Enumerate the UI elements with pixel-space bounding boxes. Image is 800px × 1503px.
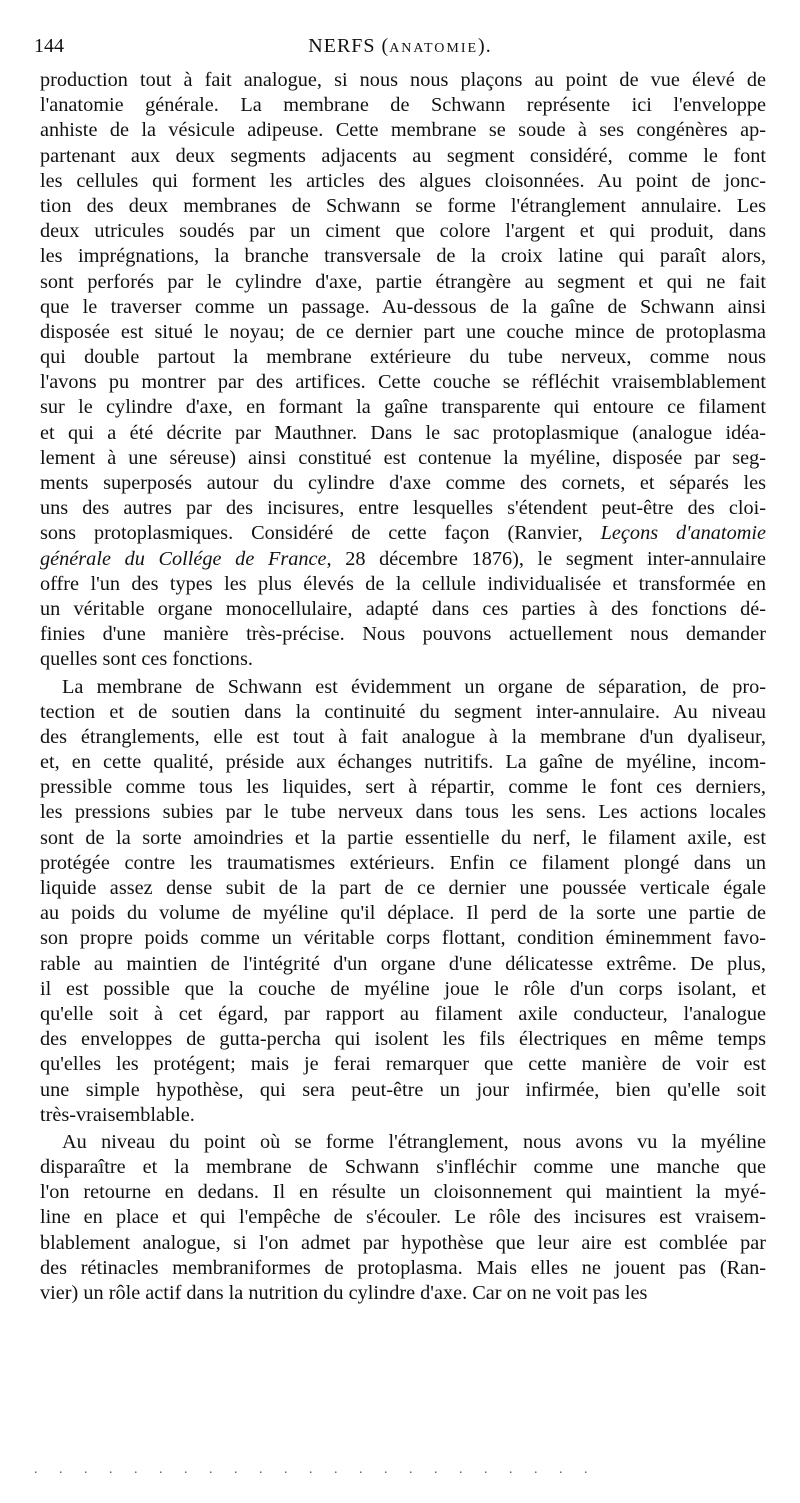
text-line: qui double partout la membrane extérieure du tube nerveux, comme nous	[40, 346, 766, 369]
text-line: deux utricules soudés par un ciment que colore l'argent et qui produit, dans	[40, 220, 766, 243]
text-line: l'anatomie générale. La membrane de Schwann représente ici l'enveloppe	[40, 94, 766, 117]
text-line: une simple hypothèse, qui sera peut-être un jour infirmée, bien qu'elle soit	[40, 1078, 766, 1101]
text-line: et qui a été décrite par Mauthner. Dans le sac protoplasmique (analogue idéa-	[40, 421, 766, 444]
text-line: l'avons pu montrer par des artifices. Cette couche se réfléchit vraisemblablement	[40, 371, 766, 394]
text-line: ments superposés autour du cylindre d'axe comme des cornets, et séparés les	[40, 472, 766, 494]
text-line: sons protoplasmiques. Considéré de cette façon (Ranvier, Leçons d'anatomie	[40, 522, 766, 545]
text-line: finies d'une manière très-précise. Nous pouvons actuellement nous demander	[40, 623, 766, 646]
text-line: sont de la sorte amoindries et la partie essentielle du nerf, le filament axile, est	[40, 826, 766, 849]
text-line: uns des autres par des incisures, entre lesquelles s'étendent peut-être des cloi-	[40, 497, 766, 520]
text-line: Au niveau du point où se forme l'étranglement, nous avons vu la myéline	[62, 1130, 766, 1153]
text-line: son propre poids comme un véritable corps flottant, condition éminemment favo-	[40, 927, 766, 950]
text-line: pressible comme tous les liquides, sert à répartir, comme le font ces derniers,	[40, 776, 766, 799]
text-line: production tout à fait analogue, si nous nous plaçons au point de vue élevé de	[40, 69, 766, 91]
text-line: très-vraisemblable.	[40, 1103, 195, 1126]
text-line: disposée est situé le noyau; de ce dernier part une couche mince de protoplasma	[40, 320, 766, 343]
running-head-smallcaps: ANATOMIE	[389, 41, 479, 56]
running-head-main: NERFS (	[308, 35, 390, 57]
text-line: rable au maintien de l'intégrité d'un organe d'une délicatesse extrême. De plus,	[40, 952, 766, 975]
text-line: line en place et qui l'empêche de s'écouler. Le rôle des incisures est vraisem-	[40, 1206, 766, 1229]
footer-dots: . . . . . . . . . . . . . . . . . . . . . . .	[34, 1462, 597, 1477]
text-line: que le traverser comme un passage. Au-dessous de la gaîne de Schwann ainsi	[40, 295, 766, 318]
text-line: sur le cylindre d'axe, en formant la gaîne transparente qui entoure ce filament	[40, 396, 766, 419]
text-line: protégée contre les traumatismes extérieurs. Enfin ce filament plongé dans un	[40, 851, 766, 874]
text-line: liquide assez dense subit de la part de ce dernier une poussée verticale égale	[40, 877, 766, 899]
text-line: des enveloppes de gutta-percha qui isolent les fils électriques en même temps	[40, 1028, 766, 1051]
paragraph	[40, 68, 766, 673]
text-line: tion des deux membranes de Schwann se forme l'étranglement annulaire. Les	[40, 194, 766, 217]
text-line: qu'elle soit à cet égard, par rapport au filament axile conducteur, l'analogue	[40, 1002, 766, 1025]
text-line: et, en cette qualité, préside aux échanges nutritifs. La gaîne de myéline, incom-	[40, 751, 766, 774]
text-line: un véritable organe monocellulaire, adapté dans ces parties à des fonctions dé-	[40, 597, 766, 620]
text-line: l'on retourne en dedans. Il en résulte un cloisonnement qui maintient la myé-	[40, 1181, 766, 1204]
text-line: tection et de soutien dans la continuité du segment inter-annulaire. Au niveau	[40, 700, 766, 723]
paragraph	[40, 675, 766, 1128]
text-line: quelles sont ces fonctions.	[40, 648, 253, 671]
text-line: au poids du volume de myéline qu'il déplace. Il perd de la sorte une partie de	[40, 902, 766, 925]
paragraph	[40, 1130, 766, 1306]
text-line: qu'elles les protégent; mais je ferai remarquer que cette manière de voir est	[40, 1053, 766, 1076]
text-line: des étranglements, elle est tout à fait analogue à la membrane d'un dyaliseur,	[40, 725, 766, 748]
running-head	[34, 34, 766, 61]
text-line: partenant aux deux segments adjacents au segment considéré, comme le font	[40, 144, 766, 167]
text-line: vier) un rôle actif dans la nutrition du cylindre d'axe. Car on ne voit pas les	[40, 1282, 648, 1304]
text-line: les pressions subies par le tube nerveux dans tous les sens. Les actions locales	[40, 801, 766, 824]
text-line: les imprégnations, la branche transversale de la croix latine qui paraît alors,	[40, 245, 766, 268]
text-line: lement à une séreuse) ainsi constitué est contenue la myéline, disposée par seg-	[40, 446, 766, 469]
text-line: offre l'un des types les plus élevés de la cellule individualisée et transformée en	[40, 572, 766, 595]
text-line: sont perforés par le cylindre d'axe, partie étrangère au segment et qui ne fait	[40, 270, 766, 293]
text-line: anhiste de la vésicule adipeuse. Cette membrane se soude à ses congénères ap-	[40, 119, 766, 142]
page-header	[34, 34, 766, 58]
text-line: générale du Collége de France, 28 décembre 1876), le segment inter-annulaire	[40, 547, 766, 570]
text-line: disparaître et la membrane de Schwann s'infléchir comme une manche que	[40, 1156, 766, 1179]
page-number: 144	[34, 35, 64, 57]
text-line: La membrane de Schwann est évidemment un organe de séparation, de pro-	[62, 675, 766, 698]
body-text	[40, 68, 766, 1308]
text-line: blablement analogue, si l'on admet par hypothèse que leur aire est comblée par	[40, 1231, 766, 1254]
text-line: il est possible que la couche de myéline joue le rôle d'un corps isolant, et	[40, 977, 766, 1000]
text-line: des rétinacles membraniformes de protoplasma. Mais elles ne jouent pas (Ran-	[40, 1256, 766, 1279]
text-line: les cellules qui forment les articles des algues cloisonnées. Au point de jonc-	[40, 169, 766, 192]
running-head-end: ).	[478, 35, 492, 57]
